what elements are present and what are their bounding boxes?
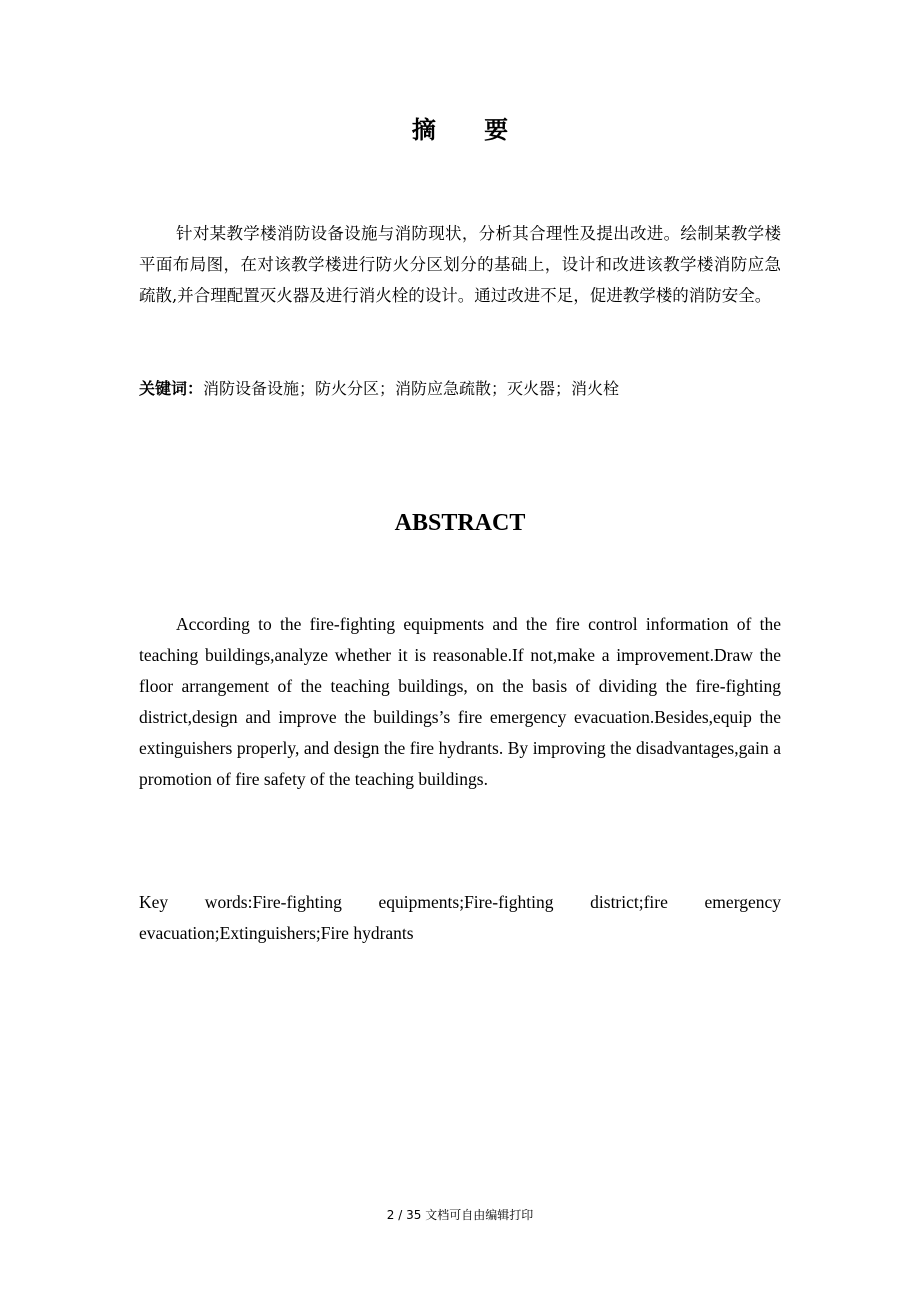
english-abstract-body: According to the fire-fighting equipments and the fire control information of the teaching buildings,analyze whether it is reasonable.If not,make a improvement.Draw the floor arrangement of the teaching buildings, on the basis of dividing the fire-fighting district,design and improve the buildings’s fire emergency evacuation.Besides,equip the extinguishers properly, and design the fire hydrants. By improving the disadvantages,gain a promotion of fire safety of the teaching buildings. — [139, 614, 781, 789]
chinese-abstract-title: 摘 要 — [411, 116, 529, 144]
page-footer: 2 / 35 文档可自由编辑打印 — [386, 1208, 534, 1222]
chinese-keywords-text: 消防设备设施；防火分区；消防应急疏散；灭火器；消火栓 — [203, 379, 620, 398]
english-abstract-title: ABSTRACT — [394, 510, 526, 536]
chinese-keywords-label: 关键词： — [139, 379, 204, 398]
chinese-keywords — [139, 374, 799, 404]
english-keywords: Key words:Fire-fighting equipments;Fire-fighting district;fire emergency evacuation;Extinguishers;Fire hydrants — [139, 892, 781, 943]
chinese-abstract-body: 针对某教学楼消防设备设施与消防现状，分析其合理性及提出改进。绘制某教学楼平面布局图，在对该教学楼进行防火分区划分的基础上，设计和改进该教学楼消防应急疏散,并合理配置灭火器及进行消火栓的设计。通过改进不足，促进教学楼的消防安全。 — [139, 224, 781, 305]
